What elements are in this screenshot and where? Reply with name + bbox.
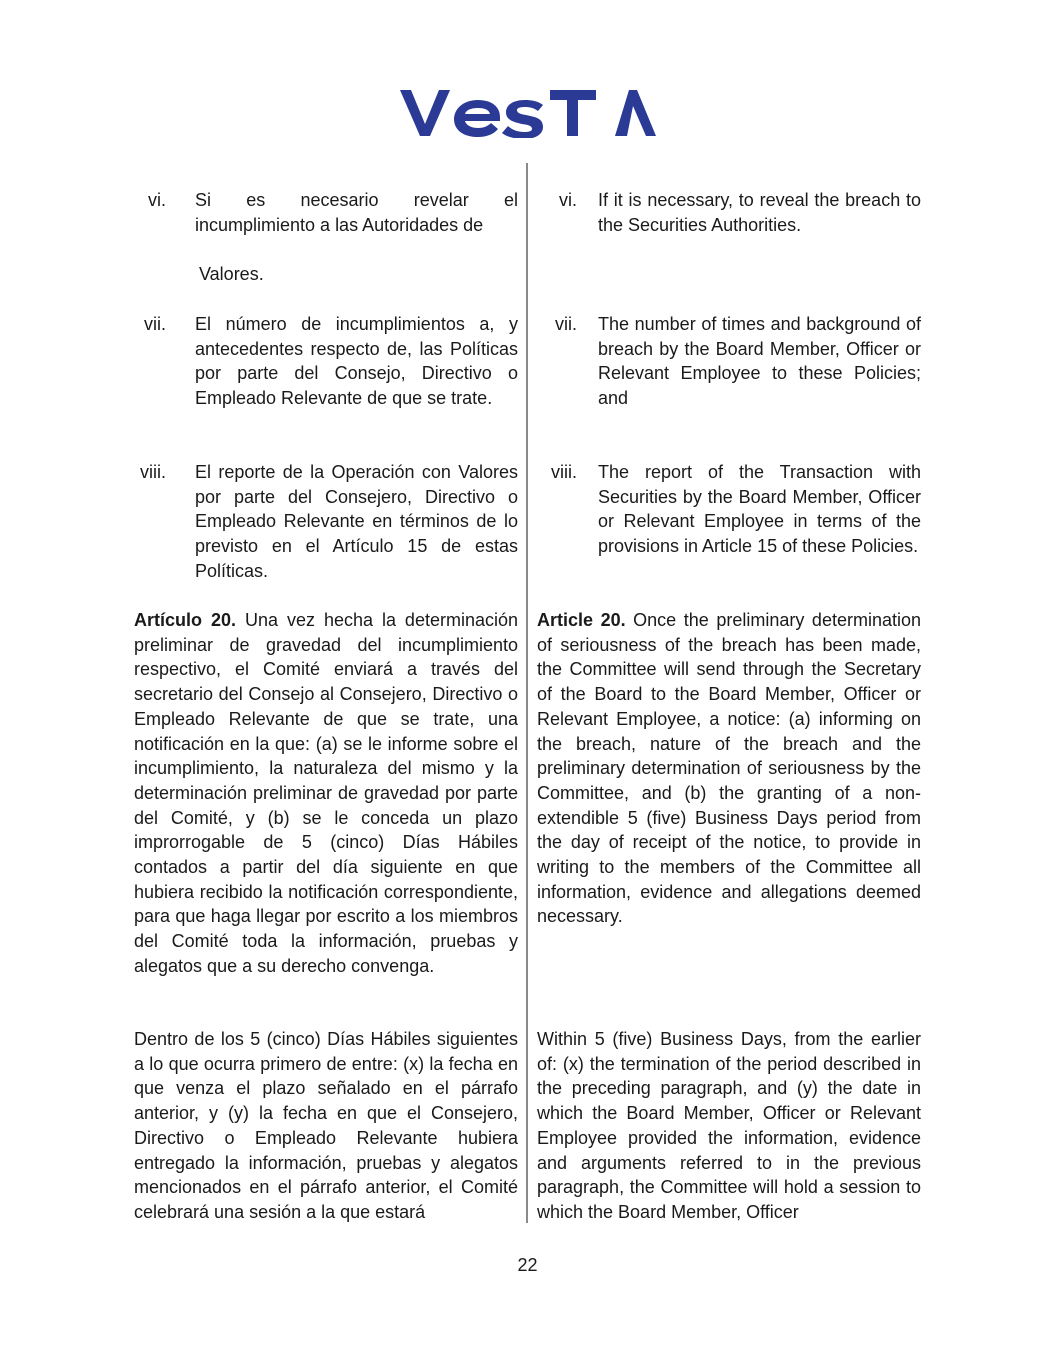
item-text: Si es necesario revelar el incumplimiento a las Autoridades de xyxy=(195,190,518,235)
page-number: 22 xyxy=(517,1255,538,1275)
item-number: vi. xyxy=(148,190,166,210)
item-number: viii. xyxy=(140,462,166,482)
article-body: Una vez hecha la determinación preliminar de gravedad del incumplimiento respectivo, el Comité enviará a través del secretario del Consejo al Consejero, Directivo o Empleado Relevante de que se trate, una notificación en la que: (a) se le informe sobre el incumplimiento, la naturaleza del mismo y la determinación preliminar de gravedad por parte del Comité, y (b) se le conceda un plazo improrrogable de 5 (cinco) Días Hábiles contados a partir del día siguiente en que hubiera recibido la notificación correspondiente, para que haga llegar por escrito a los miembros del Comité toda la información, pruebas y alegatos que a su derecho convenga. xyxy=(134,610,518,976)
article-20-en xyxy=(537,608,921,929)
item-number: viii. xyxy=(551,462,577,482)
item-text: If it is necessary, to reveal the breach to the Securities Authorities. xyxy=(598,190,921,235)
article-body: Once the preliminary determination of seriousness of the breach has been made, the Committee will send through the Secretary of the Board to the Board Member, Officer or Relevant Employee, a notice: (a) informing on the breach, nature of the breach and the preliminary determination of seriousness by the Committee, and (b) the granting of a non-extendible 5 (five) Business Days period from the day of receipt of the notice, to provide in writing to the members of the Committee all information, evidence and allegations deemed necessary. xyxy=(537,610,921,927)
column-divider xyxy=(526,163,528,1223)
paragraph-2-en: Within 5 (five) Business Days, from the earlier of: (x) the termination of the period described in the preceding paragraph, and (y) the date in which the Board Member, Officer or Relevant Employee provided the information, evidence and arguments referred to in the previous paragraph, the Committee will hold a session to which the Board Member, Officer xyxy=(537,1029,921,1222)
item-text: El reporte de la Operación con Valores por parte del Consejero, Directivo o Empleado Relevante en términos de lo previsto en el Artículo 15 de estas Políticas. xyxy=(195,462,518,581)
item-text: The number of times and background of breach by the Board Member, Officer or Relevant Employee to these Policies; and xyxy=(598,314,921,409)
article-20-es xyxy=(134,608,518,979)
item-text-continuation: Valores. xyxy=(199,264,264,284)
item-number: vii. xyxy=(555,314,577,334)
item-text: The report of the Transaction with Securities by the Board Member, Officer or Relevant Employee in terms of the provisions in Article 15 of these Policies. xyxy=(598,462,921,557)
paragraph-2-es: Dentro de los 5 (cinco) Días Hábiles siguientes a lo que ocurra primero de entre: (x) la fecha en que venza el plazo señalado en el párrafo anterior, y (y) la fecha en que el Consejero, Directivo o Empleado Relevante hubiera entregado la información, pruebas y alegatos mencionados en el párrafo anterior, el Comité celebrará una sesión a la que estará xyxy=(134,1029,518,1222)
item-number: vii. xyxy=(144,314,166,334)
vesta-logo xyxy=(400,86,656,138)
article-heading: Article 20. xyxy=(537,610,626,630)
item-text: El número de incumplimientos a, y antecedentes respecto de, las Políticas por parte del Consejo, Directivo o Empleado Relevante de que se trate. xyxy=(195,314,518,409)
article-heading: Artículo 20. xyxy=(134,610,236,630)
item-number: vi. xyxy=(559,190,577,210)
